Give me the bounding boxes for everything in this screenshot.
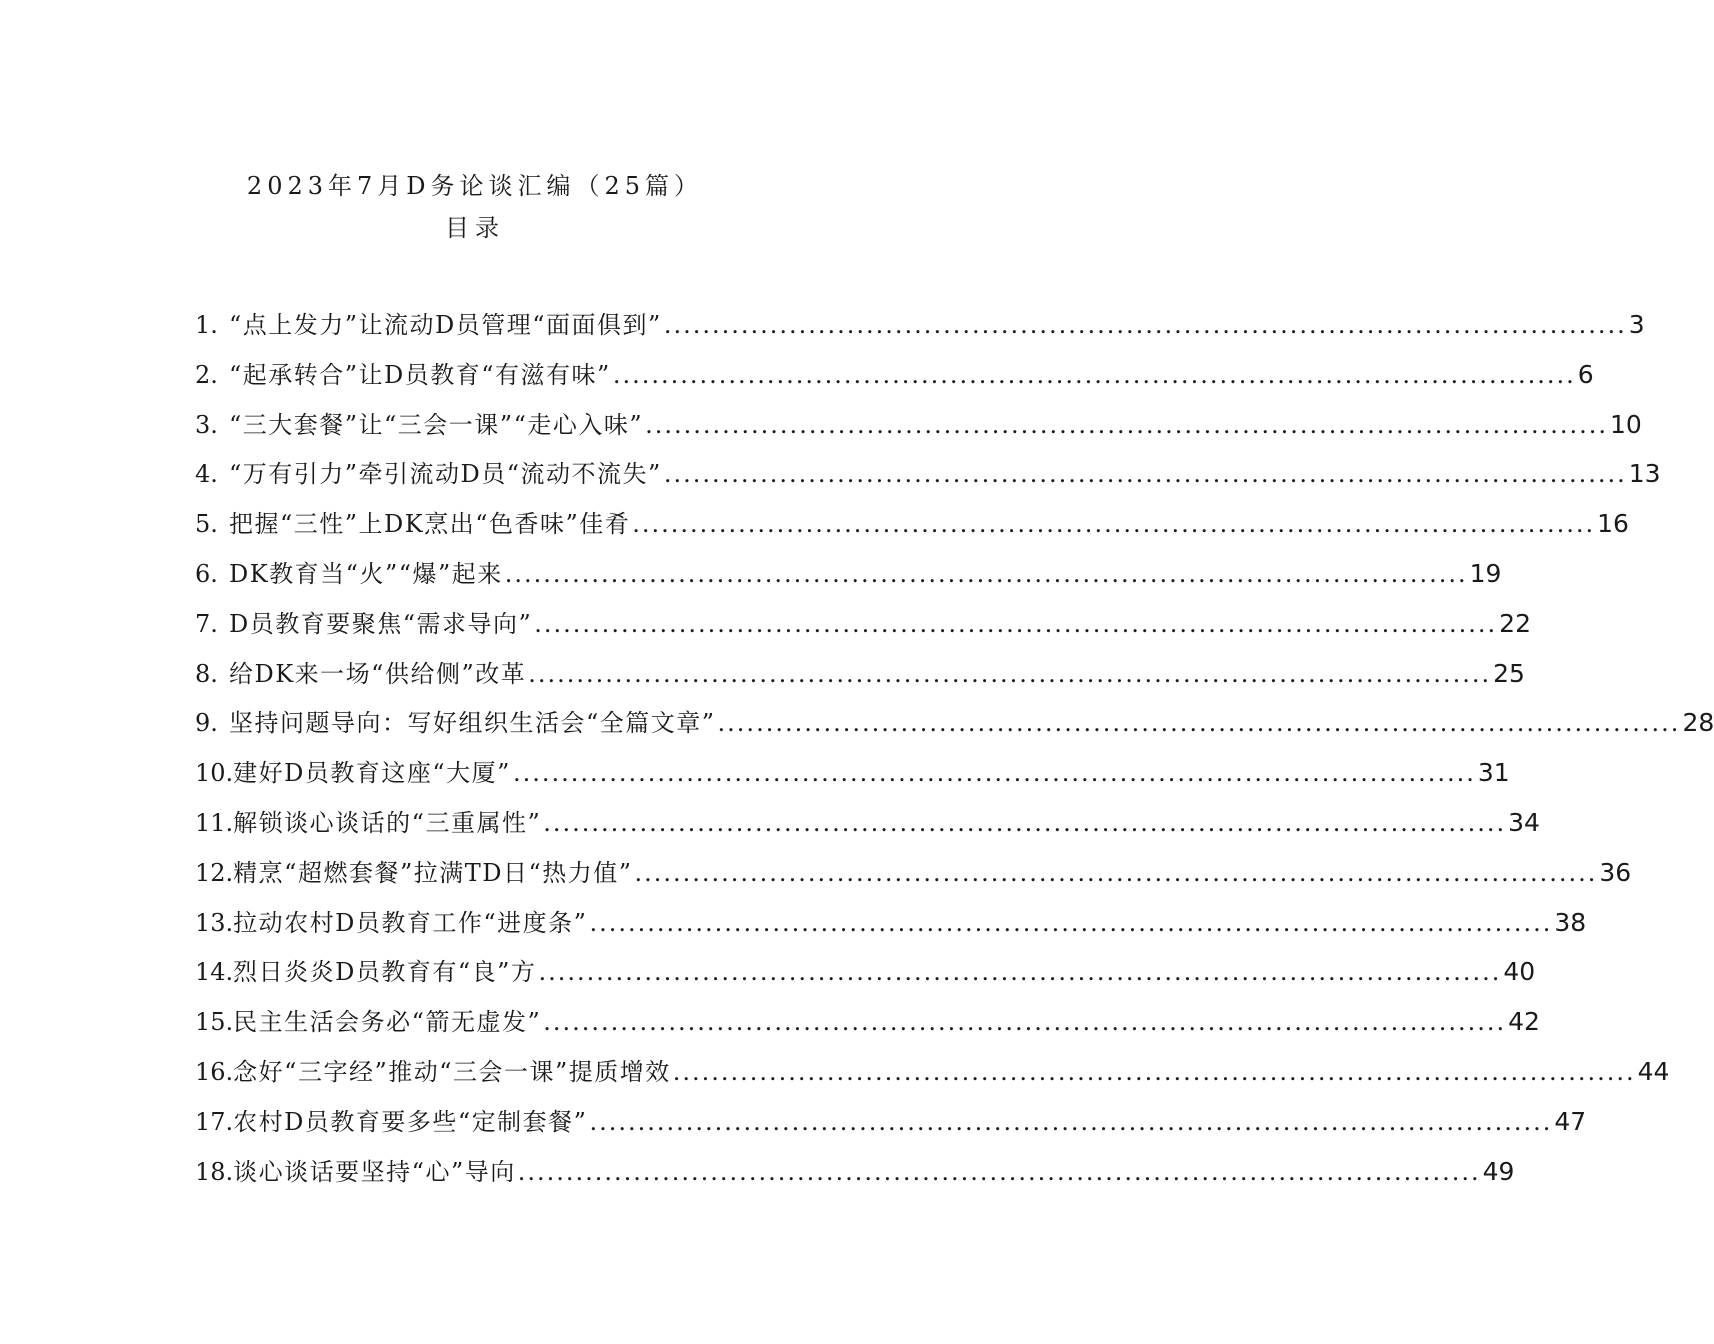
toc-entry[interactable] (195, 654, 1525, 704)
toc-entry-number: 14. (195, 958, 234, 987)
toc-entry-number: 17. (195, 1107, 234, 1136)
toc-entry-number: 8. (195, 659, 218, 688)
toc-entry-title: 烈日炎炎D员教育有“良”方 (233, 958, 537, 987)
toc-entry-page: 10 (1610, 409, 1642, 439)
toc-dot-leader (589, 903, 1552, 943)
toc-entry[interactable] (195, 1052, 1670, 1102)
toc-dot-leader (518, 1152, 1481, 1192)
toc-entry[interactable] (195, 952, 1536, 1002)
toc-dot-leader (528, 654, 1491, 694)
toc-entry-page: 22 (1499, 608, 1531, 638)
toc-heading: 目录 (445, 214, 505, 242)
toc-entry-title: “三大套餐”让“三会一课”“走心入味” (229, 410, 644, 439)
toc-entry[interactable] (195, 355, 1594, 405)
toc-entry-title: 农村D员教育要多些“定制套餐” (233, 1107, 588, 1136)
toc-entry-page: 47 (1554, 1106, 1587, 1136)
toc-entry[interactable] (195, 604, 1531, 654)
toc-entry[interactable] (195, 853, 1632, 903)
toc-entry-title: 精烹“超燃套餐”拉满TD日“热力值” (233, 858, 633, 887)
toc-entry-page: 28 (1682, 708, 1714, 738)
toc-entry-page: 31 (1477, 758, 1510, 788)
toc-entry-number: 18. (195, 1157, 234, 1186)
toc-entry-number: 3. (195, 410, 218, 439)
toc-entry-number: 10. (195, 759, 234, 788)
toc-entry-page: 34 (1508, 807, 1540, 837)
toc-dot-leader (613, 355, 1576, 395)
toc-dot-leader (505, 554, 1468, 594)
toc-dot-leader (543, 1002, 1506, 1042)
toc-dot-leader (513, 753, 1476, 793)
toc-entry-title: 拉动农村D员教育工作“进度条” (233, 908, 588, 937)
toc-entry-page: 38 (1554, 907, 1587, 937)
toc-entry-number: 6. (195, 559, 218, 588)
toc-entry-title: 解锁谈心谈话的“三重属性” (233, 808, 542, 837)
toc-entry[interactable] (195, 405, 1642, 455)
toc-entry-title: D员教育要聚焦“需求导向” (229, 609, 533, 638)
toc-entry-number: 5. (195, 510, 218, 539)
toc-entry[interactable] (195, 504, 1629, 554)
toc-dot-leader (538, 952, 1501, 992)
toc-entry-number: 16. (195, 1057, 234, 1086)
toc-entry-title: 坚持问题导向：写好组织生活会“全篇文章” (229, 709, 716, 738)
toc-dot-leader (718, 703, 1681, 743)
toc-entry-page: 16 (1597, 509, 1629, 539)
toc-dot-leader (664, 454, 1627, 494)
toc-entry-title: 建好D员教育这座“大厦” (233, 759, 511, 788)
toc-entry-page: 42 (1508, 1007, 1540, 1037)
toc-entry-number: 2. (195, 360, 218, 389)
toc-entry-title: “点上发力”让流动D员管理“面面俱到” (229, 311, 662, 339)
toc-entry-number: 15. (195, 1008, 234, 1037)
toc-dot-leader (664, 305, 1627, 345)
toc-entry-page: 6 (1577, 359, 1594, 389)
toc-entry-number: 11. (195, 808, 234, 837)
toc-entry-number: 13. (195, 908, 234, 937)
toc-entry[interactable] (195, 1152, 1515, 1202)
toc-entry[interactable] (195, 454, 1661, 504)
toc-entry[interactable] (195, 903, 1587, 953)
toc-dot-leader (673, 1052, 1636, 1092)
toc-entry-page: 44 (1637, 1056, 1670, 1086)
toc-entry-title: 把握“三性”上DK烹出“色香味”佳肴 (229, 510, 631, 539)
table-of-contents (195, 305, 1714, 1201)
toc-entry-page: 13 (1628, 459, 1661, 489)
document-title: 2023年7月D务论谈汇编（25篇） (246, 172, 704, 200)
toc-dot-leader (543, 803, 1506, 843)
toc-entry-number: 9. (195, 709, 218, 738)
toc-entry-number: 7. (195, 609, 218, 638)
toc-dot-leader (632, 504, 1595, 544)
toc-entry-page: 3 (1628, 310, 1645, 339)
toc-entry-title: 谈心谈话要坚持“心”导向 (233, 1157, 516, 1186)
toc-entry-title: “起承转合”让D员教育“有滋有味” (229, 360, 611, 389)
toc-dot-leader (534, 604, 1497, 644)
toc-entry-title: 民主生活会务必“箭无虚发” (233, 1008, 542, 1037)
toc-entry-title: 念好“三字经”推动“三会一课”提质增效 (233, 1057, 671, 1086)
toc-entry-number: 12. (195, 858, 234, 887)
toc-entry[interactable] (195, 753, 1510, 803)
toc-dot-leader (589, 1102, 1552, 1142)
toc-dot-leader (645, 405, 1608, 445)
toc-entry[interactable] (195, 305, 1645, 355)
toc-entry-title: “万有引力”牵引流动D员“流动不流失” (229, 460, 662, 489)
toc-entry-page: 25 (1493, 658, 1525, 688)
toc-entry[interactable] (195, 803, 1540, 853)
toc-entry-title: DK教育当“火”“爆”起来 (229, 559, 503, 588)
toc-entry[interactable] (195, 1102, 1587, 1152)
toc-entry-title: 给DK来一场“供给侧”改革 (229, 659, 527, 688)
toc-entry[interactable] (195, 554, 1502, 604)
toc-entry[interactable] (195, 703, 1714, 753)
toc-entry-page: 49 (1482, 1156, 1515, 1186)
toc-entry-page: 19 (1469, 558, 1502, 588)
toc-entry-number: 4. (195, 460, 218, 489)
toc-entry-number: 1. (195, 311, 218, 339)
toc-entry-page: 36 (1599, 857, 1632, 887)
toc-entry[interactable] (195, 1002, 1540, 1052)
toc-dot-leader (635, 853, 1598, 893)
toc-entry-page: 40 (1503, 957, 1536, 987)
